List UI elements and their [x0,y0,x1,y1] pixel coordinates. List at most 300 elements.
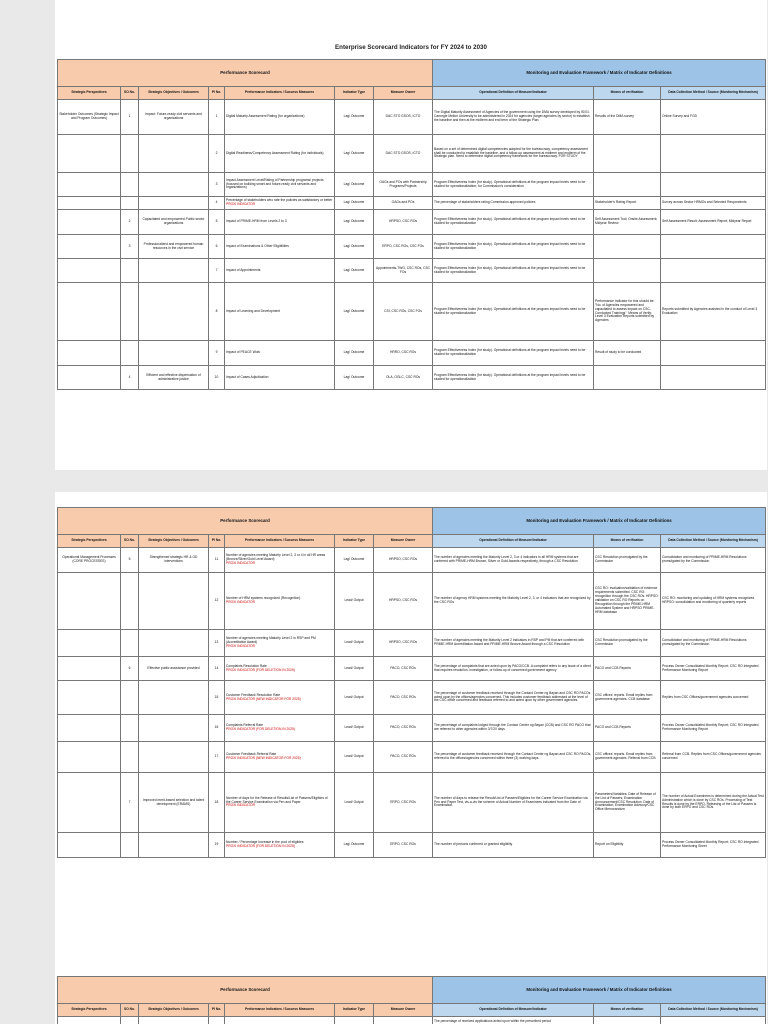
col-owner: Measure Owner [374,1004,433,1017]
means-of-verification-cell [594,283,661,341]
col-so-no: SO No. [121,1004,139,1017]
table-row [58,135,766,173]
table-row [58,681,766,715]
performance-scorecard-header: Performance Scorecard [58,508,433,535]
col-means: Means of verification [594,87,661,100]
data-source-cell [661,235,766,259]
me-framework-header: Monitoring and Evaluation Framework / Matrix of Indicator Definitions [433,508,766,535]
means-of-verification-cell-text: PACO and CCB Reports [595,725,631,730]
perspective-cell [58,630,121,657]
proxy-indicator-flag: PROXI INDICATOR (FOR DELETION IN 2025) [226,727,295,731]
means-of-verification-cell-text: CSC offices' reports. Email replies from government agencies. CCB database [595,692,653,701]
indicator-type-cell-text: Lead/ Output [344,665,364,670]
so-number-cell [121,630,139,657]
indicator-type-cell-text: Lead/ Output [344,694,364,699]
data-source-cell-text: Survey across Sector HRMOs and Selected Respondents [662,200,747,205]
definition-cell [433,773,594,833]
col-indicator: Performance Indicators / Success Measures [225,535,335,548]
table-row [58,173,766,197]
indicator-type-cell-text: Lag/ Outcome [343,842,365,847]
indicator-type-cell-text: Lag/ Outcome [343,181,365,186]
perspective-cell [58,210,121,235]
definition-cell-text: The percentage of customer feedback received through the Contact Center ng Bayan and CSC RO PACOs acted upon by the offices/agencies concerned. This includes customer feedback addressed at the level of the CSC office concerned and feedback referred to and acted upon by other government agencies. [434,690,591,703]
definition-cell [433,548,594,573]
pi-number-cell [209,341,225,366]
pi-number-cell-text: 12 [214,598,219,603]
proxy-indicator-flag: PROXI INDICATOR [226,560,256,565]
means-of-verification-cell-text: PACO and CCB Reports [595,665,631,670]
indicator-type-cell [335,548,374,573]
definition-cell-text: The percentage of complaints that are acted upon by PACO/CCB. A complaint refers to any issue of a client that requires resolution, investigation, or follow-up of concerned government agency [434,663,591,672]
so-number-cell-text: 5 [128,557,131,562]
indicator-type-cell [335,1017,374,1024]
data-source-cell [661,573,766,630]
data-source-cell-text: Replies from CSC Offices/government agencies concerned [662,694,749,699]
so-number-cell [121,681,139,715]
objective-cell [139,235,209,259]
definition-cell [433,283,594,341]
definition-cell-text: Based on a set of determined digital competencies adopted for the bureaucracy, competency assessment shall be conducted to establish the baseline, and a follow-up assessment at midterm and endterm of the Strategic plan. Need to determine digital competency framework for the bureaucracy. FOR STUDY [434,146,588,159]
data-source-cell [661,548,766,573]
measure-owner-cell-text: HRPSO, CSC ROs [389,640,418,645]
indicator-cell-text: Impact of Examinations & Other Eligibilities [226,243,289,248]
proxy-indicator-flag: PROXI INDICATOR (FOR DELETION IN 2025) [226,844,295,848]
indicator-cell-text: Impact Assessment Level/Rating of Partnership programs/ projects (focused on building smart and future-ready civil servants and organizations) [226,177,324,190]
indicator-cell-text: Complaints Referral Rate [226,723,264,728]
indicator-cell-text: Impact of Cases Adjudication [226,374,269,379]
measure-owner-cell [374,773,433,833]
objective-cell [139,773,209,833]
table-row [58,235,766,259]
measure-owner-cell-text: HRRO, CSC ROs [390,350,417,355]
indicator-type-cell [335,135,374,173]
means-of-verification-cell [594,630,661,657]
indicator-cell [225,573,335,630]
perspective-cell [58,833,121,858]
measure-owner-cell [374,259,433,283]
data-source-cell [661,210,766,235]
data-source-cell-text: Self Assessment Result; Assessment Report; Midyear Report [662,219,752,224]
definition-cell [433,235,594,259]
definition-cell [433,341,594,366]
perspective-cell [58,1017,121,1024]
indicator-type-cell-text: Lead/ Output [344,640,364,645]
data-source-cell [661,341,766,366]
means-of-verification-cell-text: CSC Resolution promulgated by the Commission [595,555,648,563]
pi-number-cell-text: 3 [215,181,218,186]
so-number-cell [121,715,139,742]
objective-cell-text: Effective public assistance provided [147,665,200,670]
col-means: Means of verification [594,535,661,548]
objective-cell-text: Improved merit-based selection and talent development (ERAMS) [142,797,205,806]
pi-number-cell [209,1017,225,1024]
measure-owner-cell [374,833,433,858]
col-definition: Operational Definition of Measure/Indicator [433,535,594,548]
definition-cell [433,833,594,858]
objective-cell [139,573,209,630]
objective-cell [139,341,209,366]
indicator-type-cell [335,681,374,715]
table-row [58,773,766,833]
means-of-verification-cell [594,210,661,235]
measure-owner-cell [374,573,433,630]
indicator-type-cell-text: Lag/ Outcome [343,219,365,224]
indicator-type-cell [335,283,374,341]
means-of-verification-cell-text: Performance Indicator for this should be: "No. of Agencies empowered and capacitated to assess impact on CSC-Conducted Trainings". Means of Verify: Level 3 Evaluation Reports submitted by Agencies [595,298,655,323]
perspective-cell [58,681,121,715]
data-source-cell-text: Reports submitted by Agencies assisted in the conduct of Level 3 Evaluation [662,306,758,315]
page-1 [55,0,767,470]
col-objectives: Strategic Objectives / Outcomes [139,1004,209,1017]
data-source-cell [661,100,766,135]
measure-owner-cell [374,742,433,773]
indicator-type-cell [335,197,374,210]
definition-cell-text: The percentage of received applications acted upon within the prescribed period [434,1018,551,1023]
means-of-verification-cell-text: Report on Eligibility [595,842,624,847]
measure-owner-cell [374,341,433,366]
indicator-type-cell [335,100,374,135]
indicator-cell-text: Impact of Learning and Development [226,308,281,313]
col-source: Data Collection Method / Source (Monitoring Mechanism) [661,87,766,100]
means-of-verification-cell [594,173,661,197]
col-pi-no: PI No. [209,87,225,100]
measure-owner-cell-text: OLA, OGLC, CSC ROs [385,374,421,379]
so-number-cell [121,1017,139,1024]
objective-cell [139,548,209,573]
pi-number-cell-text: 5 [215,219,218,224]
pi-number-cell [209,573,225,630]
pi-number-cell [209,283,225,341]
definition-cell-text: The percentage of complaints lodged through the Contact Center ng Bayan (CCB) and CSC RO PACO that are referred to other agencies within 3/7/20 days [434,723,591,731]
definition-cell [433,630,594,657]
definition-cell-text: The number of days to release the Result/List of Passers/Eligibles for the Career Service Examination via Pen and Paper Test, vis-a-vis the scheme of Actual Number of Examinees indicated from the Date of Examination. [434,795,588,808]
means-of-verification-cell [594,259,661,283]
measure-owner-cell-text: OAGs and POs with Partnership Programs/Projects [379,179,427,188]
measure-owner-cell-text: OAGs and POs [391,200,415,205]
table-row [58,573,766,630]
measure-owner-cell-text: HRPSO, CSC ROs [389,557,418,562]
table-row [58,548,766,573]
pi-number-cell-text: 8 [215,308,218,313]
perspective-cell [58,742,121,773]
measure-owner-cell-text: PACO, CSC ROs [390,665,416,670]
proxy-indicator-flag: PROXI INDICATOR [226,600,256,604]
objective-cell [139,681,209,715]
table-row [58,366,766,390]
pi-number-cell [209,100,225,135]
means-of-verification-cell-text: Result of study to be conducted [595,350,642,355]
pi-number-cell-text: 15 [214,694,219,699]
col-objectives: Strategic Objectives / Outcomes [139,535,209,548]
indicator-cell-text: Impact of PRIME-HRM from Levels 2 to 3 [226,219,287,224]
means-of-verification-cell [594,197,661,210]
means-of-verification-cell [594,366,661,390]
measure-owner-cell-text: HRPSO, CSC ROs [389,219,418,224]
objective-cell-text: Capacitated and empowered Public sector organizations [142,217,205,225]
indicator-cell [225,715,335,742]
measure-owner-cell-text: CSI, CSC ROs, CSC FOs [384,308,422,313]
objective-cell [139,283,209,341]
objective-cell-text: Impact: Future-ready civil servants and organizations [145,112,202,120]
indicator-cell [225,681,335,715]
indicator-cell [225,197,335,210]
indicator-type-cell-text: Lag/ Outcome [343,557,365,562]
table-row [58,283,766,341]
measure-owner-cell-text: ERPO, CSC ROs [390,799,416,804]
indicator-cell-text: Impact of Appointments [226,267,261,272]
table-row [58,715,766,742]
means-of-verification-cell [594,573,661,630]
indicator-cell [225,657,335,681]
table-row [58,197,766,210]
definition-cell [433,135,594,173]
indicator-cell [225,833,335,858]
objective-cell-text: Professionalized and empowered human resources in the civil service [143,241,204,250]
indicator-cell-text: Number of HRM systems recognized (Recognition) [226,596,301,601]
pi-number-cell [209,681,225,715]
indicator-type-cell [335,259,374,283]
data-source-cell [661,283,766,341]
means-of-verification-cell [594,548,661,573]
means-of-verification-cell-text: Parameters/Variables: Date of Release of the List of Passers; Examination Announcement/CSC Resolution. Date of Examination; Examination Advisory/CSC Office Memorandum [595,791,656,812]
data-source-cell-text: Process Owner Consolidated Monthly Report; CSC RO Integrated Performance Monitoring Report [662,663,759,672]
data-source-cell-text: Process Owner Consolidated Monthly Report; CSC RO Integrated Performance Monitoring Report [662,723,759,731]
proxy-indicator-flag: PROXI INDICATOR [226,803,256,808]
data-source-cell [661,681,766,715]
objective-cell [139,100,209,135]
pi-number-cell-text: 9 [215,350,218,355]
means-of-verification-cell [594,681,661,715]
indicator-type-cell-text: Lead/ Output [344,725,364,730]
col-so-no: SO No. [121,87,139,100]
pi-number-cell [209,366,225,390]
measure-owner-cell-text: HRPSO, CSC ROs [389,598,418,603]
means-of-verification-cell-text: Self Assessment Tool; Onsite Assessment; Midyear Review [595,217,658,225]
so-number-cell [121,173,139,197]
indicator-type-cell [335,235,374,259]
proxy-indicator-flag: PROXI INDICATOR (FOR DELETION IN 2025) [226,667,295,672]
indicator-type-cell-text: Lead/ Output [344,598,364,603]
objective-cell-text: Efficient and effective dispensation of administrative justice [146,372,201,381]
measure-owner-cell-text: DAC STO GSOS, ICTO [385,114,421,119]
table-row [58,657,766,681]
indicator-type-cell [335,773,374,833]
indicator-cell [225,235,335,259]
pi-number-cell-text: 10 [214,374,219,379]
definition-cell-text: Program Effectiveness Index (for study). Operational definitions at the program impact levels need to be studied for operationalization [434,348,586,356]
indicator-cell [225,366,335,390]
pi-number-cell [209,630,225,657]
pi-number-cell [209,210,225,235]
indicator-type-cell-text: Lag/ Outcome [343,114,365,119]
pi-number-cell [209,173,225,197]
definition-cell [433,259,594,283]
objective-cell [139,742,209,773]
me-framework-header: Monitoring and Evaluation Framework / Matrix of Indicator Definitions [433,977,766,1004]
perspective-cell [58,773,121,833]
pi-number-cell [209,833,225,858]
me-framework-header: Monitoring and Evaluation Framework / Matrix of Indicator Definitions [433,60,766,87]
col-owner: Measure Owner [374,535,433,548]
indicator-cell-text: Number of days for the Release of Results/List of Passers/Eligibles of the Career Service Examination via Pen and Paper [226,795,328,804]
measure-owner-cell [374,173,433,197]
objective-cell [139,715,209,742]
so-number-cell [121,833,139,858]
pi-number-cell-text: 2 [215,150,218,155]
document-title: Enterprise Scorecard Indicators for FY 2024 to 2030 [335,44,487,51]
indicator-type-cell-text: Lag/ Outcome [343,267,365,272]
indicator-cell-text: Number of agencies meeting Maturity Level 2, 3 or 4 in all HR areas (Bronze/Silver/Gold Level Award) [226,553,326,562]
perspective-cell [58,366,121,390]
perspective-cell [58,341,121,366]
proxy-indicator-flag: PROXI INDICATOR (NEW INDICATOR FOR 2025) [226,696,301,701]
col-owner: Measure Owner [374,87,433,100]
indicator-type-cell [335,366,374,390]
performance-scorecard-header: Performance Scorecard [58,977,433,1004]
pi-number-cell [209,657,225,681]
definition-cell-text: The Digital Maturity Assessment of Agencies of the government using the DMA survey developed by IS/GI-Carnegie Mellon University to be administered in 2024 for agencies (target agencies by sector) to establish the baseline and then at the midterm and end term of the Strategic Plan [434,110,590,122]
pi-number-cell-text: 6 [215,243,218,248]
pi-number-cell-text: 11 [214,557,219,562]
indicator-cell-text: Impact of PEACE Work [226,350,261,355]
indicator-type-cell-text: Lag/ Outcome [343,308,365,313]
means-of-verification-cell-text: Stakeholder's Rating Report [595,200,637,205]
page-3 [55,962,767,1024]
data-source-cell [661,742,766,773]
means-of-verification-cell-text: CSC offices' reports. Email replies from government agencies. Referral from CCB [595,752,656,760]
means-of-verification-cell [594,657,661,681]
means-of-verification-cell [594,235,661,259]
so-number-cell [121,742,139,773]
measure-owner-cell [374,548,433,573]
measure-owner-cell-text: DAC STO GSOS, ICTO [385,150,421,155]
pi-number-cell-text: 13 [214,640,219,645]
means-of-verification-cell-text: CSC Resolution promulgated by the Commission [595,638,648,646]
col-type: Indicator Type [335,87,374,100]
perspective-cell [58,259,121,283]
indicator-type-cell-text: Lag/ Outcome [343,350,365,355]
perspective-cell [58,548,121,573]
objective-cell [139,657,209,681]
proxy-indicator-flag: PROXI INDICATOR (NEW INDICATOR FOR 2025) [226,756,301,760]
measure-owner-cell-text: PACO, CSC ROs [390,725,416,730]
data-source-cell-text: Consolidation and monitoring of PRIME-HRM Resolutions promulgated by the Commission [662,638,747,646]
table-row [58,630,766,657]
measure-owner-cell [374,197,433,210]
pi-number-cell [209,135,225,173]
col-indicator: Performance Indicators / Success Measures [225,1004,335,1017]
table-row [58,100,766,135]
col-perspective: Strategic Perspectives [58,1004,121,1017]
indicator-type-cell [335,833,374,858]
data-source-cell [661,259,766,283]
definition-cell-text: Program Effectiveness Index (for study). Operational definitions at the program impact levels need to be studied for operationalization [434,217,586,225]
data-source-cell [661,197,766,210]
indicator-type-cell [335,573,374,630]
scorecard-table-1 [57,59,766,390]
indicator-cell [225,173,335,197]
perspective-cell-text: Operational Management Processes (CORE PROCESSES) [62,555,116,563]
indicator-cell [225,1017,335,1024]
data-source-cell [661,1017,766,1024]
pi-number-cell-text: 18 [214,799,219,804]
measure-owner-cell [374,1017,433,1024]
means-of-verification-cell-text: CSC RO: evaluation/validation of evidence requirements submitted. CSC RO: recognition through the CSC ROs. HRPSO: validation on CSC RO Reports on Recognition through the PRIME-HRM Automated System and HRPSO PRIME-HRM database [595,586,659,614]
definition-cell [433,1017,594,1024]
data-source-cell [661,173,766,197]
definition-cell-text: The number of agencies meeting the Maturity Level 2, 3 or 4 indicators in all HRM systems that are conferred with PRIME-HRM Bronze, Silver or Gold Awards respectively, through a CSC Resolution [434,555,579,563]
means-of-verification-cell [594,1017,661,1024]
pi-number-cell-text: 14 [214,665,219,670]
col-perspective: Strategic Perspectives [58,87,121,100]
indicator-cell [225,773,335,833]
col-objectives: Strategic Objectives / Outcomes [139,87,209,100]
objective-cell [139,366,209,390]
measure-owner-cell [374,366,433,390]
so-number-cell [121,773,139,833]
pi-number-cell [209,715,225,742]
indicator-type-cell-text: Lead/ Output [344,754,364,759]
perspective-cell [58,197,121,210]
indicator-cell [225,742,335,773]
definition-cell [433,657,594,681]
definition-cell-text: The number of agencies meeting the Maturity Level 2 indicators in RSP and PM that are conferred with PRIME-HRM Accreditation Award and PRIME-HRM Bronze Award through a CSC Resolution [434,638,585,646]
indicator-cell [225,135,335,173]
data-source-cell-text: Process Owner Consolidated Monthly Report; CSC RO Integrated Performance Monitoring Sheet [662,840,759,848]
data-source-cell-text: Referral from CCB. Replies from CSC Offices/government agencies concerned [662,752,761,760]
means-of-verification-cell [594,773,661,833]
so-number-cell [121,100,139,135]
data-source-cell [661,135,766,173]
perspective-cell [58,100,121,135]
table-row [58,259,766,283]
measure-owner-cell [374,715,433,742]
definition-cell [433,681,594,715]
objective-cell [139,210,209,235]
so-number-cell-text: 1 [128,114,131,119]
col-definition: Operational Definition of Measure/Indicator [433,87,594,100]
pi-number-cell [209,259,225,283]
pi-number-cell [209,548,225,573]
so-number-cell [121,235,139,259]
measure-owner-cell [374,235,433,259]
col-source: Data Collection Method / Source (Monitoring Mechanism) [661,1004,766,1017]
measure-owner-cell [374,100,433,135]
so-number-cell [121,135,139,173]
data-source-cell [661,833,766,858]
definition-cell [433,573,594,630]
indicator-cell-text: Number of agencies meeting Maturity Level 2 in RSP and PM (Accreditation Award) [226,636,316,645]
so-number-cell-text: 6 [128,665,131,670]
definition-cell-text: The percentage of stakeholders rating Commission-approved policies [434,200,536,205]
so-number-cell [121,573,139,630]
objective-cell [139,259,209,283]
objective-cell [139,1017,209,1024]
indicator-cell [225,630,335,657]
indicator-type-cell [335,341,374,366]
indicator-type-cell [335,173,374,197]
definition-cell-text: The number of persons conferred or granted eligibility [434,842,513,847]
data-source-cell-text: Consolidation and monitoring of PRIME-HRM Resolutions promulgated by the Commission [662,555,747,563]
indicator-type-cell-text: Lead/ Output [344,799,364,804]
indicator-type-cell-text: Lag/ Outcome [343,200,365,205]
perspective-cell [58,235,121,259]
perspective-cell [58,173,121,197]
means-of-verification-cell [594,833,661,858]
measure-owner-cell [374,135,433,173]
performance-scorecard-header: Performance Scorecard [58,60,433,87]
measure-owner-cell [374,210,433,235]
